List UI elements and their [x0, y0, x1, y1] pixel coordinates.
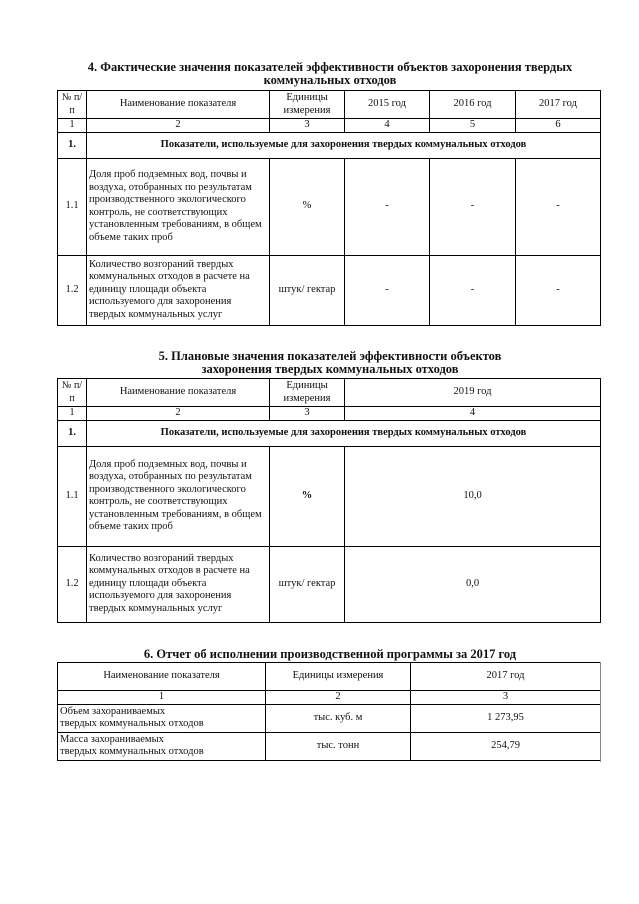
header-2017: 2017 год [411, 663, 601, 691]
row-value: 1 273,95 [411, 704, 601, 732]
header-name: Наименование показателя [87, 379, 270, 407]
row-name: Доля проб подземных вод, почвы и воздуха, отобранных по результатам производственного экологического контроль, не соответствующих установленным требованиям, в общем объеме таких проб [87, 158, 270, 255]
section6-table [57, 662, 601, 761]
row-value: 254,79 [411, 732, 601, 760]
row-unit: штук/ гектар [270, 546, 345, 622]
index-cell: 6 [516, 119, 601, 133]
index-cell: 3 [270, 119, 345, 133]
row-num: 1.1 [58, 158, 87, 255]
row-value-2017: - [516, 158, 601, 255]
row-name: Количество возгораний твердых коммунальных отходов в расчете на единицу площади объекта используемого для захоронения твердых коммунальных услуг [87, 546, 270, 622]
row-unit: тыс. тонн [266, 732, 411, 760]
group-label: Показатели, используемые для захоронения твердых коммунальных отходов [87, 420, 601, 446]
index-cell: 3 [411, 691, 601, 705]
index-cell: 5 [430, 119, 516, 133]
group-num: 1. [58, 132, 87, 158]
header-2015: 2015 год [345, 91, 430, 119]
section5-title-line1: 5. Плановые значения показателей эффективности объектов [158, 349, 502, 363]
section4-title-line1: 4. Фактические значения показателей эффективности объектов захоронения твердых [87, 60, 573, 74]
row-unit: тыс. куб. м [266, 704, 411, 732]
row-name-line1: Масса захораниваемых [60, 733, 164, 745]
table-row [58, 446, 601, 546]
row-unit: % [270, 446, 345, 546]
group-num: 1. [58, 420, 87, 446]
row-value-2016: - [430, 255, 516, 325]
row-unit: % [270, 158, 345, 255]
row-unit: штук/ гектар [270, 255, 345, 325]
right-margin-line [600, 662, 601, 762]
table-row [58, 158, 601, 255]
row-value-2019: 0,0 [345, 546, 601, 622]
index-cell: 2 [266, 691, 411, 705]
row-name [58, 732, 266, 760]
index-cell: 1 [58, 407, 87, 421]
header-2019: 2019 год [345, 379, 601, 407]
index-cell: 1 [58, 119, 87, 133]
row-name-line2: твердых коммунальных отходов [60, 718, 204, 729]
section5-title [100, 350, 560, 376]
row-value-2015: - [345, 158, 430, 255]
header-name: Наименование показателя [87, 91, 270, 119]
index-cell: 1 [58, 691, 266, 705]
table-row [58, 255, 601, 325]
table-row [58, 546, 601, 622]
header-unit: Единицы измерения [270, 91, 345, 119]
section4-title-line2: коммунальных отходов [263, 73, 397, 87]
section4-table [57, 90, 601, 326]
row-value-2015: - [345, 255, 430, 325]
section5-table [57, 378, 601, 623]
header-unit: Единицы измерения [266, 663, 411, 691]
row-value-2019: 10,0 [345, 446, 601, 546]
header-unit: Единицы измерения [270, 379, 345, 407]
header-name: Наименование показателя [58, 663, 266, 691]
section4-title [60, 61, 600, 87]
index-cell: 4 [345, 119, 430, 133]
group-label: Показатели, используемые для захоронения твердых коммунальных отходов [87, 132, 601, 158]
header-num: № п/п [58, 91, 87, 119]
table-row [58, 704, 601, 732]
row-name-line2: твердых коммунальных отходов [60, 746, 204, 757]
row-num: 1.2 [58, 546, 87, 622]
index-cell: 3 [270, 407, 345, 421]
row-name [58, 704, 266, 732]
index-cell: 2 [87, 119, 270, 133]
section6-title: 6. Отчет об исполнении производственной программы за 2017 год [143, 647, 517, 661]
section5-title-line2: захоронения твердых коммунальных отходов [201, 362, 459, 376]
row-name-line1: Объем захораниваемых [60, 705, 166, 717]
row-name: Доля проб подземных вод, почвы и воздуха, отобранных по результатам производственного экологического контроль, не соответствующих установленным требованиям, в общем объеме таких проб [87, 446, 270, 546]
table-row [58, 732, 601, 760]
row-value-2017: - [516, 255, 601, 325]
row-name: Количество возгораний твердых коммунальных отходов в расчете на единицу площади объекта используемого для захоронения твердых коммунальных услуг [87, 255, 270, 325]
header-2017: 2017 год [516, 91, 601, 119]
header-2016: 2016 год [430, 91, 516, 119]
index-cell: 2 [87, 407, 270, 421]
header-num: № п/п [58, 379, 87, 407]
index-cell: 4 [345, 407, 601, 421]
row-num: 1.2 [58, 255, 87, 325]
row-value-2016: - [430, 158, 516, 255]
row-num: 1.1 [58, 446, 87, 546]
